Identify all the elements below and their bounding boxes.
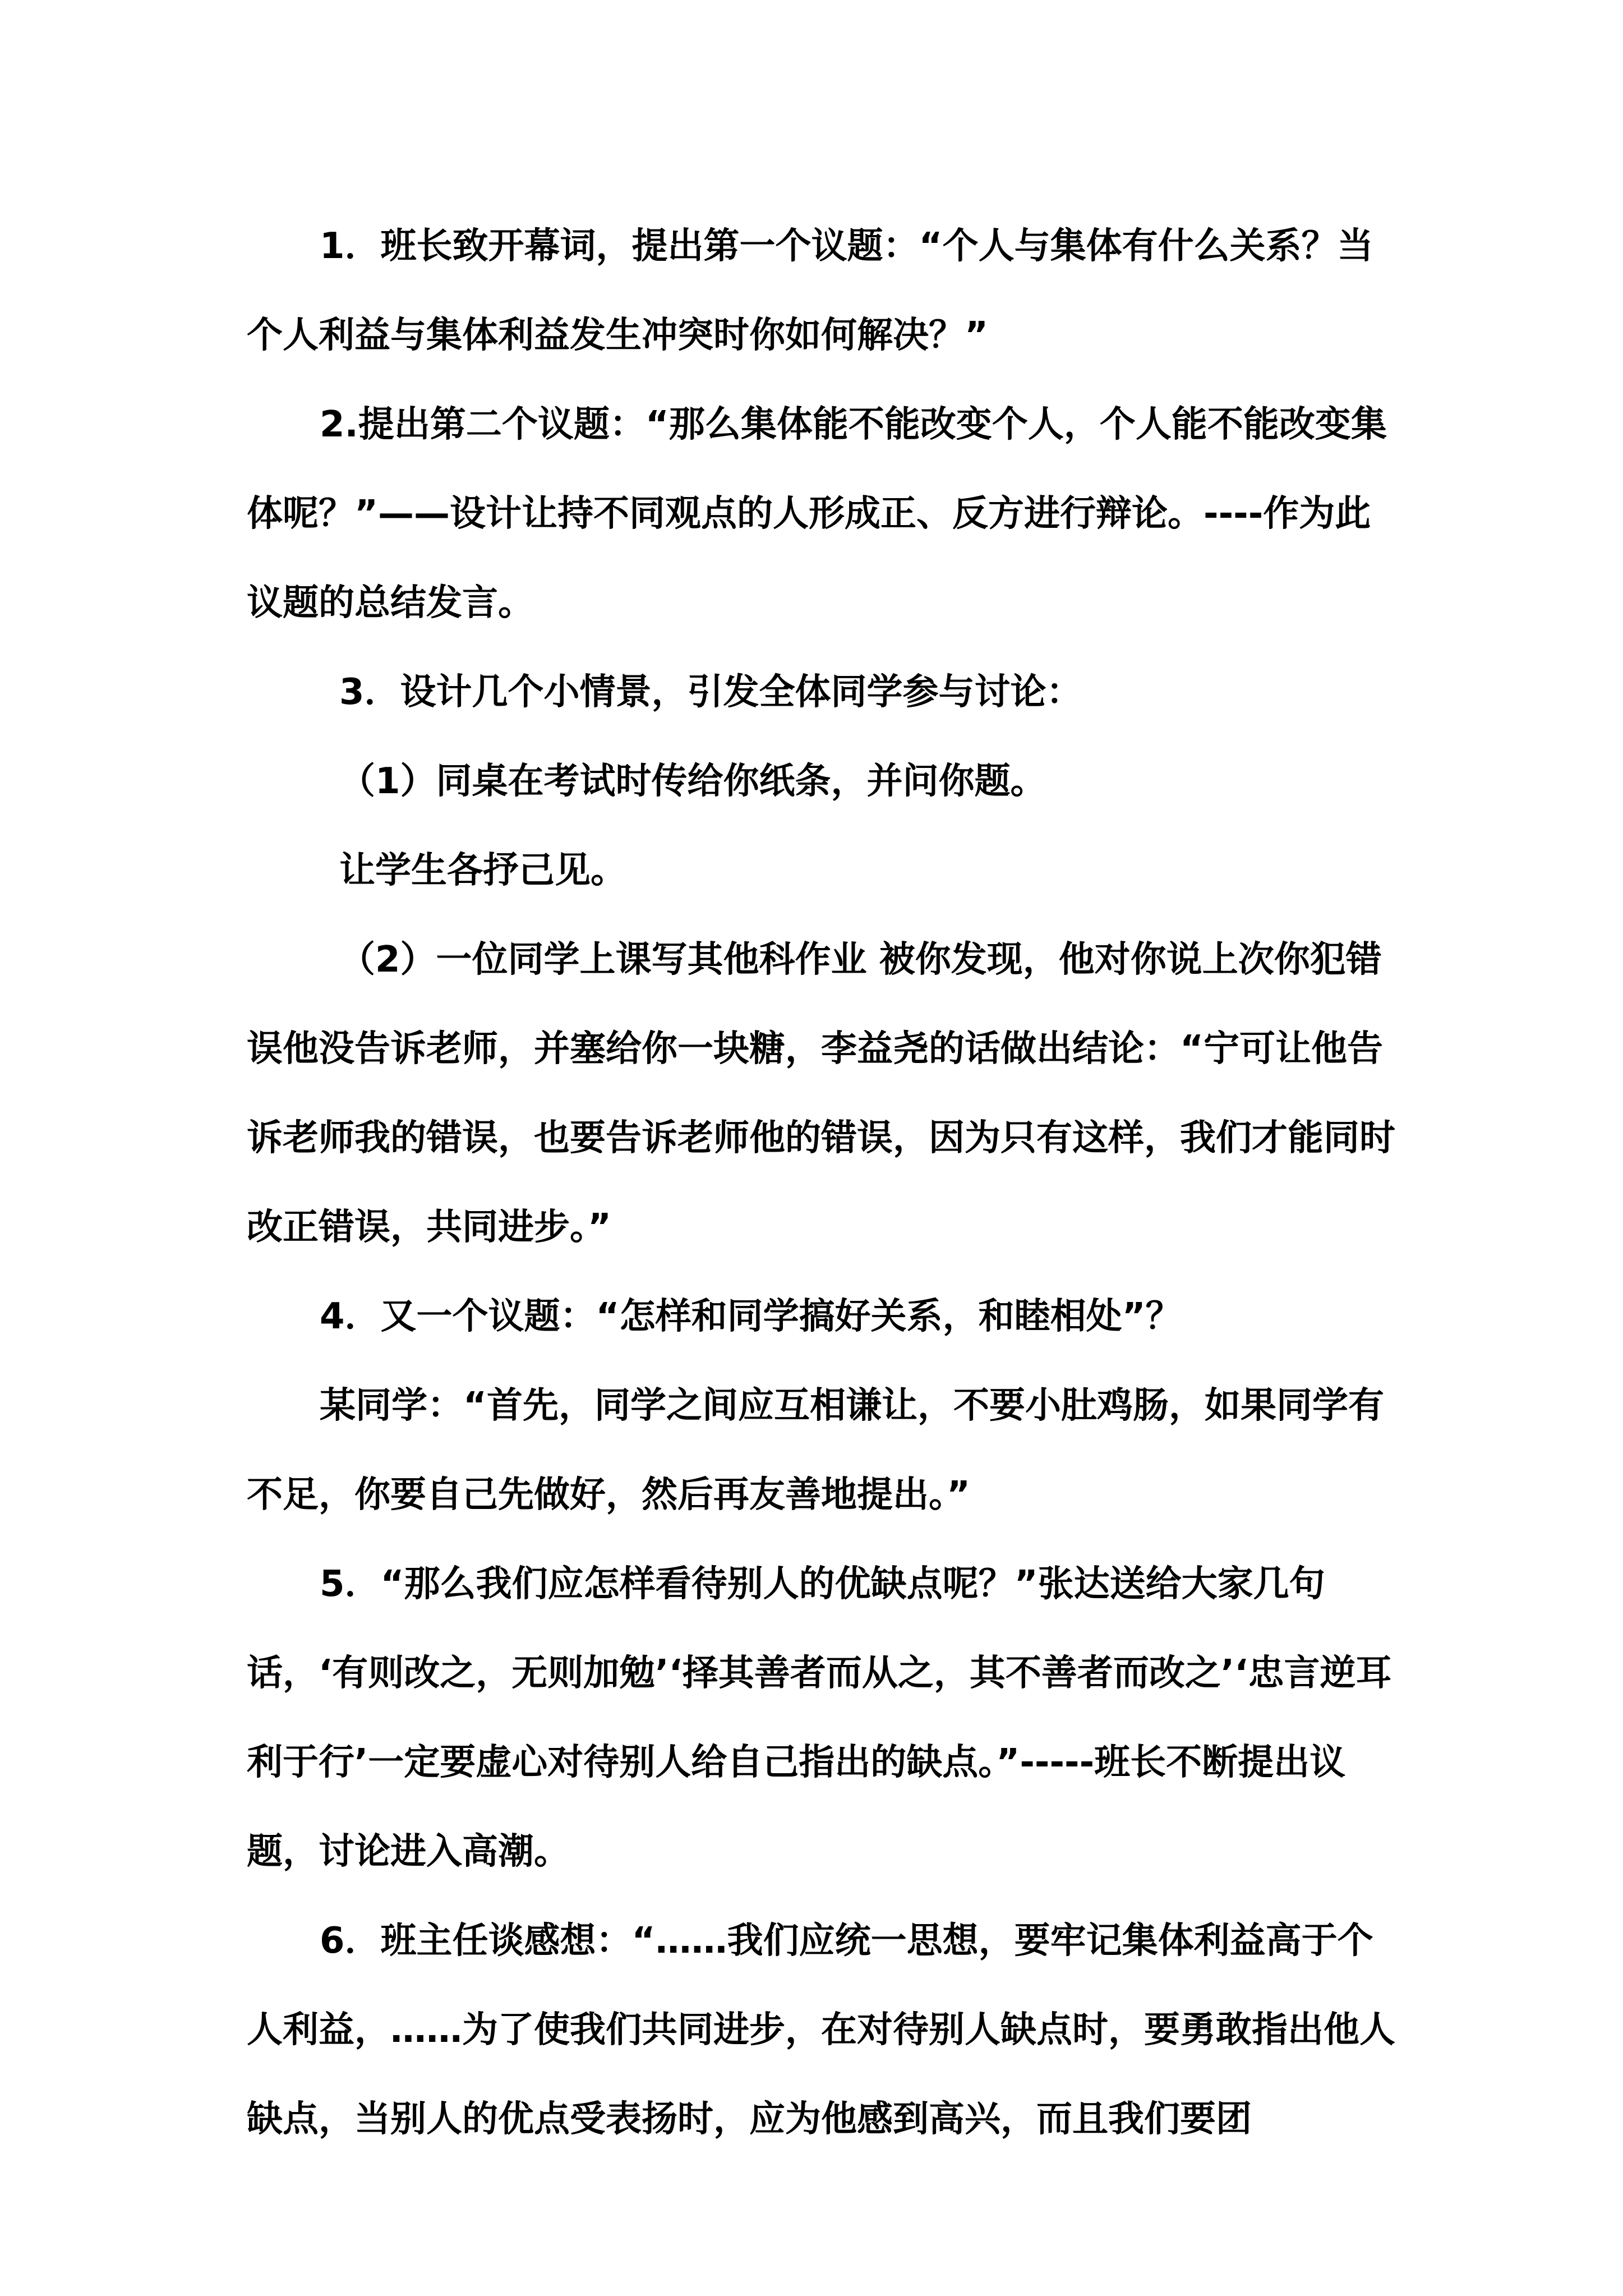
paragraph-scenario-1-note: 让学生各抒己见。 (339, 850, 626, 891)
document-body (247, 202, 1402, 2164)
paragraph-agenda-4: 4．又一个议题：“怎样和同学搞好关系，和睦相处”？ (320, 1296, 1182, 1337)
paragraph-student-reply: 某同学：“首先，同学之间应互相谦让，不要小肚鸡肠，如果同学有不足，你要自己先做好，然后再友善地提出。” (247, 1385, 1385, 1516)
paragraph-scenario-1: （1）同桌在考试时传给你纸条，并问你题。 (339, 761, 1046, 802)
paragraph-agenda-1: 1．班长致开幕词，提出第一个议题：“个人与集体有什么关系？当个人利益与集体利益发生冲突时你如何解决？” (247, 226, 1373, 356)
paragraph-agenda-6: 6．班主任谈感想：“……我们应统一思想，要牢记集体利益高于个人利益，……为了使我们共同进步，在对待别人缺点时，要勇敢指出他人缺点，当别人的优点受表扬时，应为他感到高兴，而且我们要团 (247, 1920, 1395, 2140)
paragraph-agenda-5: 5．“那么我们应怎样看待别人的优缺点呢？”张达送给大家几句话，‘有则改之，无则加勉’‘择其善者而从之，其不善者而改之’‘忠言逆耳利于行’一定要虚心对待别人给自己指出的缺点。”-----班长不断提出议题，讨论进入高潮。 (247, 1563, 1392, 1872)
paragraph-scenario-2: （2）一位同学上课写其他科作业 被你发现，他对你说上次你犯错误他没告诉老师，并塞给你一块糖，李益尧的话做出结论：“宁可让他告诉老师我的错误，也要告诉老师他的错误，因为只有这样，我们才能同时改正错误，共同进步。” (247, 939, 1395, 1248)
paragraph-agenda-3: 3．设计几个小情景，引发全体同学参与讨论： (339, 671, 1082, 713)
paragraph-agenda-2: 2.提出第二个议题：“那么集体能不能改变个人，个人能不能改变集体呢？”——设计让持不同观点的人形成正、反方进行辩论。----作为此议题的总结发言。 (247, 404, 1387, 624)
